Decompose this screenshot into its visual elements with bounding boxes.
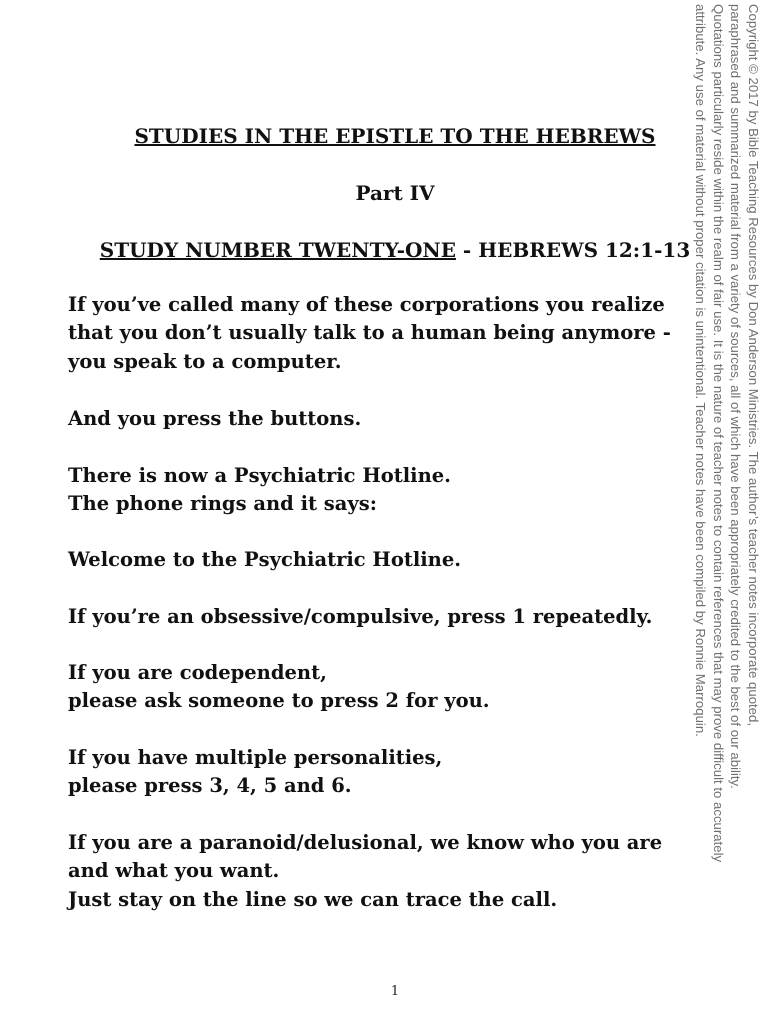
paragraph-8 [68, 829, 728, 914]
paragraph-4 [68, 546, 728, 574]
document-title [0, 124, 768, 148]
copyright-line: paraphrased and summarized material from a variety of sources, all of which have been appropriately credited to the best of our ability. [728, 4, 744, 789]
paragraph-line: And you press the buttons. [68, 407, 362, 430]
study-label: STUDY NUMBER TWENTY-ONE [99, 238, 456, 262]
page-number: 1 [390, 984, 400, 999]
paragraph-line: that you don’t usually talk to a human being anymore - [68, 321, 671, 345]
copyright-notice [690, 4, 762, 1016]
title-text: STUDIES IN THE EPISTLE TO THE HEBREWS [134, 124, 656, 148]
paragraph-7 [68, 744, 728, 801]
paragraph-5 [68, 603, 728, 631]
paragraph-3 [68, 462, 728, 519]
paragraph-line: and what you want. [68, 859, 280, 883]
paragraph-2 [68, 405, 728, 433]
study-passage: - HEBREWS 12:1-13 [455, 238, 691, 262]
paragraph-line: The phone rings and it says: [68, 492, 377, 516]
paragraph-line: please press 3, 4, 5 and 6. [68, 774, 352, 798]
paragraph-6 [68, 659, 728, 716]
copyright-line: Quotations particularly reside within the realm of fair use. It is the nature of teacher notes to contain references that may prove difficult to accurately [710, 4, 726, 863]
paragraph-line: If you are codependent, [68, 661, 327, 684]
paragraph-line: If you’re an obsessive/compulsive, press 1 repeatedly. [68, 605, 653, 628]
paragraph-line: you speak to a computer. [68, 349, 342, 373]
paragraph-1 [68, 291, 728, 376]
paragraph-line: If you have multiple personalities, [68, 746, 443, 769]
part-heading [0, 181, 768, 205]
paragraph-line: please ask someone to press 2 for you. [68, 689, 490, 713]
part-text: Part IV [355, 181, 435, 205]
copyright-line: Copyright © 2017 by Bible Teaching Resources by Don Anderson Ministries. The author’s teacher notes incorporate quoted, [746, 4, 761, 727]
paragraph-line: Welcome to the Psychiatric Hotline. [68, 548, 462, 571]
paragraph-line: There is now a Psychiatric Hotline. [68, 464, 451, 487]
study-heading [0, 238, 768, 262]
copyright-line: attribute. Any use of material without proper citation is unintentional. Teacher notes have been compiled by Ronnie Marroquin. [693, 4, 709, 737]
paragraph-line: Just stay on the line so we can trace the call. [68, 887, 558, 911]
paragraph-line: If you’ve called many of these corporations you realize [68, 293, 665, 316]
paragraph-line: If you are a paranoid/delusional, we know who you are [68, 831, 663, 854]
